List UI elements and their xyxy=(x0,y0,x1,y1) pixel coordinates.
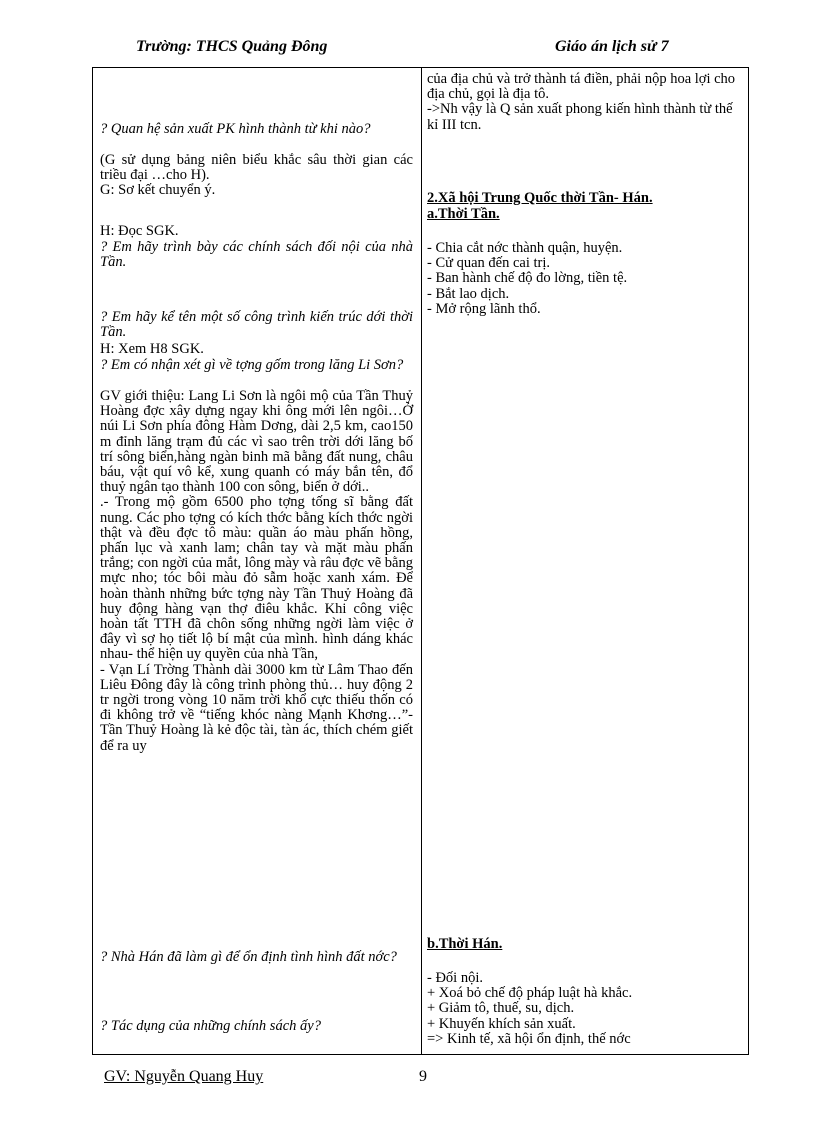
qin-policy-list xyxy=(427,241,744,317)
right-line: ->Nh vậy là Q sản xuất phong kiến hình thành từ thế kỉ III tcn. xyxy=(427,101,733,133)
header-school: Trường: THCS Quảng Đông xyxy=(136,38,328,55)
left-paragraph: .- Trong mộ gồm 6500 pho tợng tống sĩ bằng đất nung. Các pho tợng có kích thớc bằng kích thớc ngời thật và đều đợc tô màu: quần áo màu phấn hồng, phấn lục và xanh lam; chân tay và mặt màu phấn trắng; con ngời của mắt, lông mày và râu đợc vẽ bằng mực nho; tóc bôi màu đỏ sẫm hoặc xanh xám. Để hoàn thành những bức tợng này Tần Thuỷ Hoàng đã huy động hàng vạn thợ điêu khắc. Khi công việc hoàn tất TTH đã chôn sống những ngời làm việc ở đây vì sợ họ tiết lộ bí mật của mình. hình dáng khác nhau- thể hiện uy quyền của nhà Tần, xyxy=(100,494,413,663)
teacher-introduction xyxy=(100,389,413,754)
teacher-note-timeline xyxy=(100,153,413,199)
list-item: - Mở rộng lãnh thổ. xyxy=(427,300,541,317)
left-paragraph: - Vạn Lí Trờng Thành dài 3000 km từ Lâm Thao đến Liêu Đông đây là công trình phòng thủ… huy động 2 tr ngời trong vòng 10 năm trời khổ cực thiếu thốn có đi không trở về “tiếng khóc nàng Mạnh Khơng…”- Tần Thuỷ Hoàng là kẻ độc tài, tàn ác, thích chém giết để ra uy xyxy=(100,661,413,754)
left-line: G: Sơ kết chuyển ý. xyxy=(100,182,216,199)
list-item: - Đối nội. xyxy=(427,970,483,986)
section-heading-qin-han: 2.Xã hội Trung Quốc thời Tần- Hán. xyxy=(427,190,653,206)
column-divider xyxy=(421,67,422,1055)
question-qin-policies xyxy=(100,240,413,270)
question-policy-effect xyxy=(100,1019,413,1034)
list-item: + Xoá bỏ chế độ pháp luật hà khắc. xyxy=(427,985,633,1002)
left-line: ? Em hãy kể tên một số công trình kiến trúc dới thời Tần. xyxy=(100,309,413,341)
left-line: ? Em hãy trình bày các chính sách đối nội của nhà Tần. xyxy=(100,239,413,271)
footer-teacher: GV: Nguyễn Quang Huy xyxy=(104,1068,264,1085)
left-line: H: Xem H8 SGK. xyxy=(100,341,204,357)
left-line: (G sử dụng bảng niên biểu khắc sâu thời gian các triều đại …cho H). xyxy=(100,152,413,184)
question-feudal-relations xyxy=(100,122,413,137)
student-view-figure xyxy=(100,342,413,357)
student-read xyxy=(100,224,413,239)
left-line: ? Tác dụng của những chính sách ấy? xyxy=(100,1018,321,1034)
list-item: - Bắt lao dịch. xyxy=(427,285,510,302)
left-line: H: Đọc SGK. xyxy=(100,223,179,239)
header-subject: Giáo án lịch sử 7 xyxy=(555,38,669,55)
question-han-stability xyxy=(100,950,413,965)
subheading-han: b.Thời Hán. xyxy=(427,936,503,952)
list-item: - Cử quan đến cai trị. xyxy=(427,255,551,272)
right-line: của địa chủ và trở thành tá điền, phải nộp hoa lợi cho địa chủ, gọi là địa tô. xyxy=(427,71,736,103)
page-number: 9 xyxy=(419,1068,427,1085)
left-line: ? Nhà Hán đã làm gì để ổn định tình hình đất nớc? xyxy=(100,949,397,965)
right-intro xyxy=(427,72,744,133)
question-qin-architecture xyxy=(100,310,413,340)
subheading-qin: a.Thời Tần. xyxy=(427,206,500,222)
question-terracotta xyxy=(100,358,413,373)
left-paragraph: GV giới thiệu: Lang Li Sơn là ngôi mộ của Tần Thuỷ Hoàng đợc xây dựng ngay khi ông mới lên ngôi…Ở núi Li Sơn phía đông Hàm Dơng, dài 2,5 km, cao150 m đỉnh lăng trạm đủ các vì sao trên trời dới lăng bố trí sông biển,hàng ngàn binh mã bằng đất nung, châu báu, vật quí vô kể, xung quanh có máy bắn tên, đổ thuỷ ngân tạo thành 100 con sông, biển ở dới.. xyxy=(100,388,413,496)
left-line: ? Em có nhận xét gì về tợng gốm trong lăng Li Sơn? xyxy=(100,357,404,373)
list-item: + Giảm tô, thuế, su, dịch. xyxy=(427,1000,575,1017)
list-item: - Chia cắt nớc thành quận, huyện. xyxy=(427,240,623,256)
list-item: - Ban hành chế độ đo lờng, tiền tệ. xyxy=(427,270,628,287)
left-line: ? Quan hệ sản xuất PK hình thành từ khi nào? xyxy=(100,121,371,137)
han-policy-list xyxy=(427,971,744,1047)
list-item: + Khuyến khích sản xuất. xyxy=(427,1015,576,1032)
list-item: => Kinh tế, xã hội ổn định, thế nớc xyxy=(427,1030,631,1047)
